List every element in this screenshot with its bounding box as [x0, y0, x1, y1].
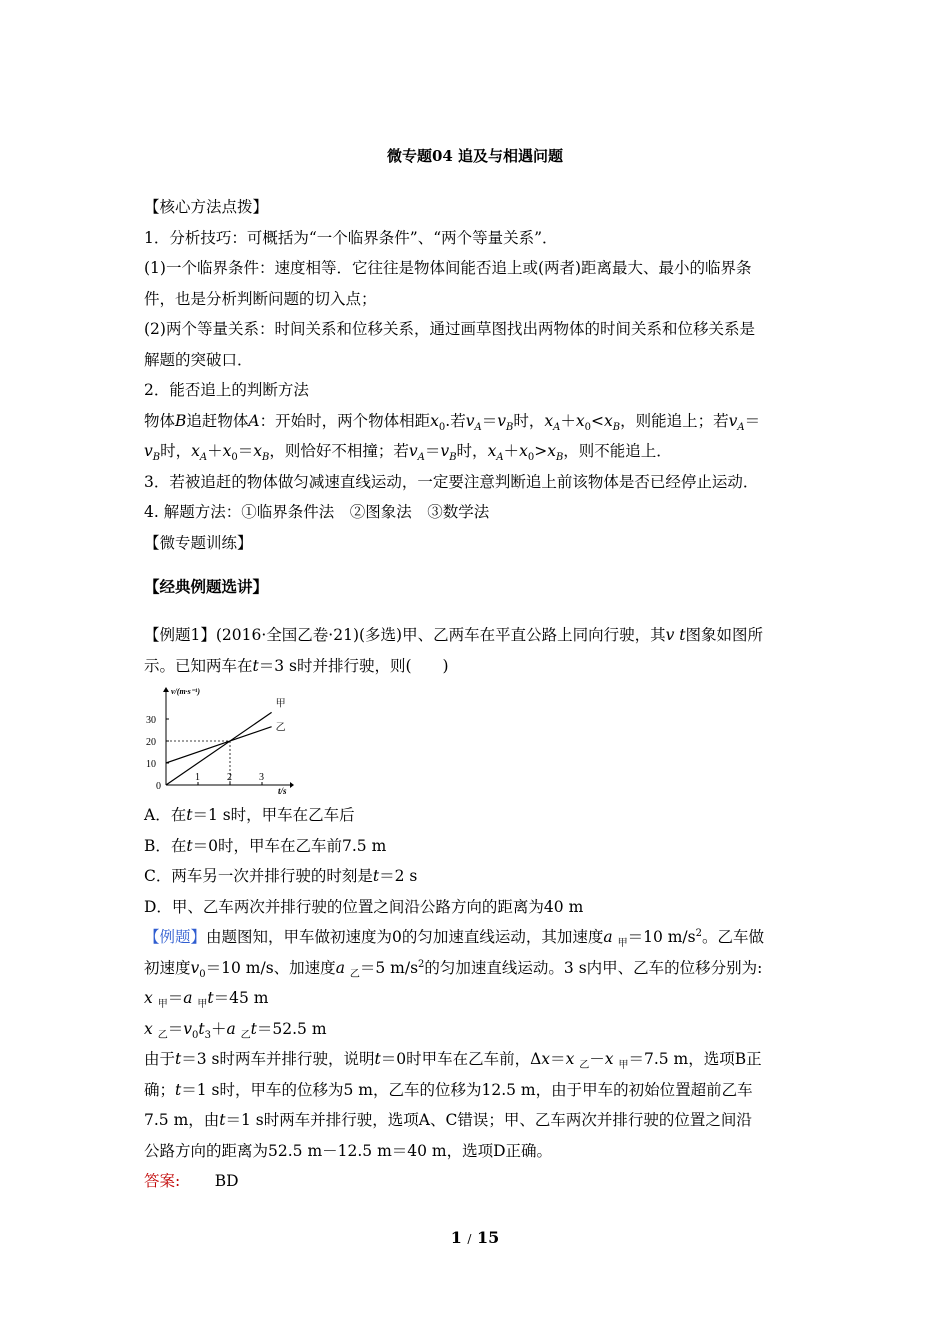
method-p3a: (2)两个等量关系：时间关系和位移关系，通过画草图找出两物体的时间关系和位移关系是 [144, 320, 755, 338]
method-p2b: 件，也是分析判断问题的切入点； [144, 289, 377, 308]
analysis-line-3: x $_甲$＝a $_甲$t＝45 m [144, 989, 269, 1011]
y-axis-label: v/(m·s⁻¹) [171, 687, 201, 696]
method-section [144, 192, 809, 558]
page-number: 1 [450, 1228, 462, 1247]
x-tick-label: 1 [195, 772, 200, 783]
series-label-1: 甲 [275, 698, 286, 710]
question-line-1: 【例题1】(2016·全国乙卷·21)(多选)甲、乙两车在平直公路上同向行驶，其v t图象如图所 [144, 626, 764, 644]
answer-value: BD [214, 1172, 239, 1190]
page-title: 微专题04 追及与相遇问题 [386, 147, 564, 165]
y-axis-arrow [163, 687, 169, 692]
method-p7: 4. 解题方法：①临界条件法 ②图象法 ③数学法 [144, 503, 490, 521]
method-p6: 3．若被追赶的物体做匀减速直线运动，一定要注意判断追上前该物体是否已经停止运动． [144, 472, 759, 491]
method-p3b: 解题的突破口． [144, 350, 253, 369]
question-line-2: 示。已知两车在t＝3 s时并排行驶，则( ) [144, 656, 449, 675]
method-p1: 1．分析技巧：可概括为“一个临界条件”、“两个等量关系”． [144, 228, 558, 247]
x-axis-label: t/s [278, 786, 287, 796]
method-p5b: $v_B$时，$x_A+x_0=x_B$，则恰好不相撞；若$v_A=v_B$时，$x_A+x_0>x_B$，则不能追上． [144, 442, 672, 464]
page-footer [0, 1228, 950, 1247]
analysis-line-6: 确；t＝1 s时，甲车的位移为5 m，乙车的位移为12.5 m，由于甲车的初始位置超前乙车 [144, 1080, 753, 1099]
analysis-section [144, 922, 809, 1197]
y-tick-label: 30 [146, 715, 156, 726]
option-b: B．在t＝0时，甲车在乙车前7.5 m [144, 836, 387, 855]
method-header: 【核心方法点拨】 [144, 198, 269, 216]
vt-chart [144, 686, 294, 796]
y-tick-label: 20 [146, 737, 156, 748]
example-label: 【例题1】 [144, 626, 216, 644]
x-axis-arrow [290, 782, 294, 788]
analysis-label: 【例题】 [144, 928, 207, 946]
analysis-line-5: 由于t＝3 s时两车并排行驶，说明t＝0时甲车在乙车前，Δx＝x $_乙$－x $_甲$＝7.5 m，选项B正 [144, 1050, 762, 1072]
example-section-header: 【经典例题选讲】 [144, 577, 269, 596]
page-separator: / [467, 1232, 472, 1246]
x-tick-label: 3 [259, 772, 264, 783]
method-p4: 2．能否追上的判断方法 [144, 381, 309, 399]
answer-line [144, 1166, 809, 1197]
x-tick-label: 2 [227, 772, 232, 783]
series-line-1 [166, 712, 272, 785]
analysis-line-2: 初速度$v_0=10$ m/s、加速度a $_乙$＝5 $m/s^2$的匀加速直线运动。3 s内甲、乙车的位移分别为: [144, 958, 763, 980]
origin-label: 0 [156, 781, 161, 792]
option-a: A．在t＝1 s时，甲车在乙车后 [144, 806, 355, 824]
analysis-line-8: 公路方向的距离为52.5 m－12.5 m＝40 m，选项D正确。 [144, 1141, 553, 1160]
options-list [144, 800, 809, 922]
analysis-line-4: x $_乙=v_0t_3+a$ $_乙$t＝52.5 m [144, 1019, 327, 1041]
example-question [144, 620, 809, 681]
page-total: 15 [477, 1228, 500, 1247]
analysis-line-7: 7.5 m，由t＝1 s时两车并排行驶，选项A、C错误；甲、乙车两次并排行驶的位置之间沿 [144, 1111, 752, 1129]
series-line-2 [166, 727, 272, 763]
y-tick-label: 10 [146, 759, 156, 770]
option-c: C．两车另一次并排行驶的时刻是t＝2 s [144, 867, 418, 885]
method-p2a: (1)一个临界条件：速度相等．它往往是物体间能否追上或(两者)距离最大、最小的临界条 [144, 259, 752, 277]
option-d: D．甲、乙车两次并排行驶的位置之间沿公路方向的距离为40 m [144, 897, 584, 916]
series-label-2: 乙 [275, 722, 286, 734]
analysis-line-1: 【例题】由题图知，甲车做初速度为0的匀加速直线运动，其加速度a $_甲$＝10 $m/s^2$。乙车做 [144, 927, 764, 950]
training-header: 【微专题训练】 [144, 533, 253, 552]
answer-label: 答案: [144, 1172, 181, 1190]
method-p5a: 物体B追赶物体A：开始时，两个物体相距$x_0$.若$v_A=v_B$时，$x_A+x_0<x_B$，则能追上；若$v_A=$ [144, 411, 761, 433]
